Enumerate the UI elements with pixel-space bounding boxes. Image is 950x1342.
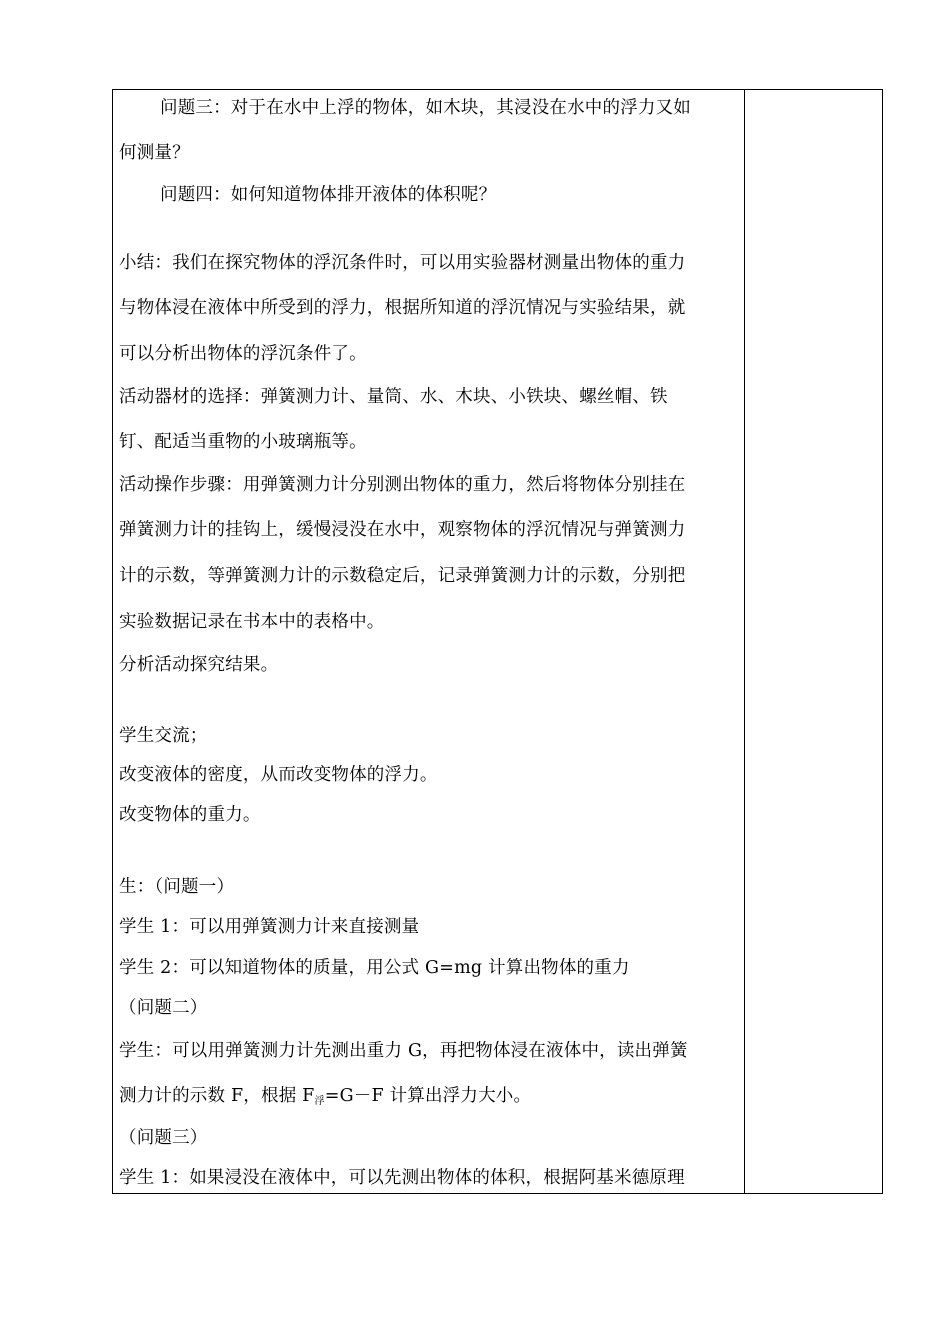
answer-q3-student-1: 学生 1：如果浸没在液体中，可以先测出物体的体积，根据阿基米德原理 bbox=[119, 1168, 685, 1188]
exchange-title: 学生交流； bbox=[119, 726, 208, 746]
steps-line-1: 活动操作步骤：用弹簧测力计分别测出物体的重力，然后将物体分别挂在 bbox=[119, 475, 686, 495]
answer-q2-line-1: 学生：可以用弹簧测力计先测出重力 G，再把物体浸在液体中，读出弹簧 bbox=[119, 1041, 688, 1061]
summary-line-2: 与物体浸在液体中所受到的浮力，根据所知道的浮沉情况与实验结果，就 bbox=[119, 298, 686, 318]
answer-q2-label: （问题二） bbox=[119, 998, 208, 1018]
answer-q1-label: 生：（问题一） bbox=[119, 877, 235, 897]
exchange-item-2: 改变物体的重力。 bbox=[119, 805, 261, 825]
answer-student-1: 学生 1：可以用弹簧测力计来直接测量 bbox=[119, 917, 420, 937]
summary-line-3: 可以分析出物体的浮沉条件了。 bbox=[119, 344, 367, 364]
buoyancy-subscript: 浮 bbox=[314, 1096, 325, 1107]
answer-q2-line-2 bbox=[119, 1086, 531, 1112]
exchange-item-1: 改变液体的密度，从而改变物体的浮力。 bbox=[119, 765, 438, 785]
steps-line-2: 弹簧测力计的挂钩上，缓慢浸没在水中，观察物体的浮沉情况与弹簧测力 bbox=[119, 520, 686, 540]
answer-q2-line-2-start: 测力计的示数 F，根据 F bbox=[119, 1086, 315, 1106]
answer-student-2: 学生 2：可以知道物体的质量，用公式 G=mg 计算出物体的重力 bbox=[119, 958, 630, 978]
question-three-line-1: 问题三：对于在水中上浮的物体，如木块，其浸没在水中的浮力又如 bbox=[160, 98, 691, 118]
answer-q3-label: （问题三） bbox=[119, 1128, 208, 1148]
table-column-divider bbox=[744, 89, 745, 1194]
equipment-line-1: 活动器材的选择：弹簧测力计、量筒、水、木块、小铁块、螺丝帽、铁 bbox=[119, 387, 668, 407]
answer-q2-line-2-end: =G－F 计算出浮力大小。 bbox=[324, 1086, 532, 1106]
summary-line-1: 小结：我们在探究物体的浮沉条件时，可以用实验器材测量出物体的重力 bbox=[119, 253, 686, 273]
analysis-text: 分析活动探究结果。 bbox=[119, 655, 279, 675]
steps-line-4: 实验数据记录在书本中的表格中。 bbox=[119, 612, 385, 632]
equipment-line-2: 钉、配适当重物的小玻璃瓶等。 bbox=[119, 432, 367, 452]
steps-line-3: 计的示数，等弹簧测力计的示数稳定后，记录弹簧测力计的示数，分别把 bbox=[119, 566, 686, 586]
question-three-line-2: 何测量？ bbox=[119, 143, 190, 163]
question-four: 问题四：如何知道物体排开液体的体积呢？ bbox=[160, 185, 497, 205]
